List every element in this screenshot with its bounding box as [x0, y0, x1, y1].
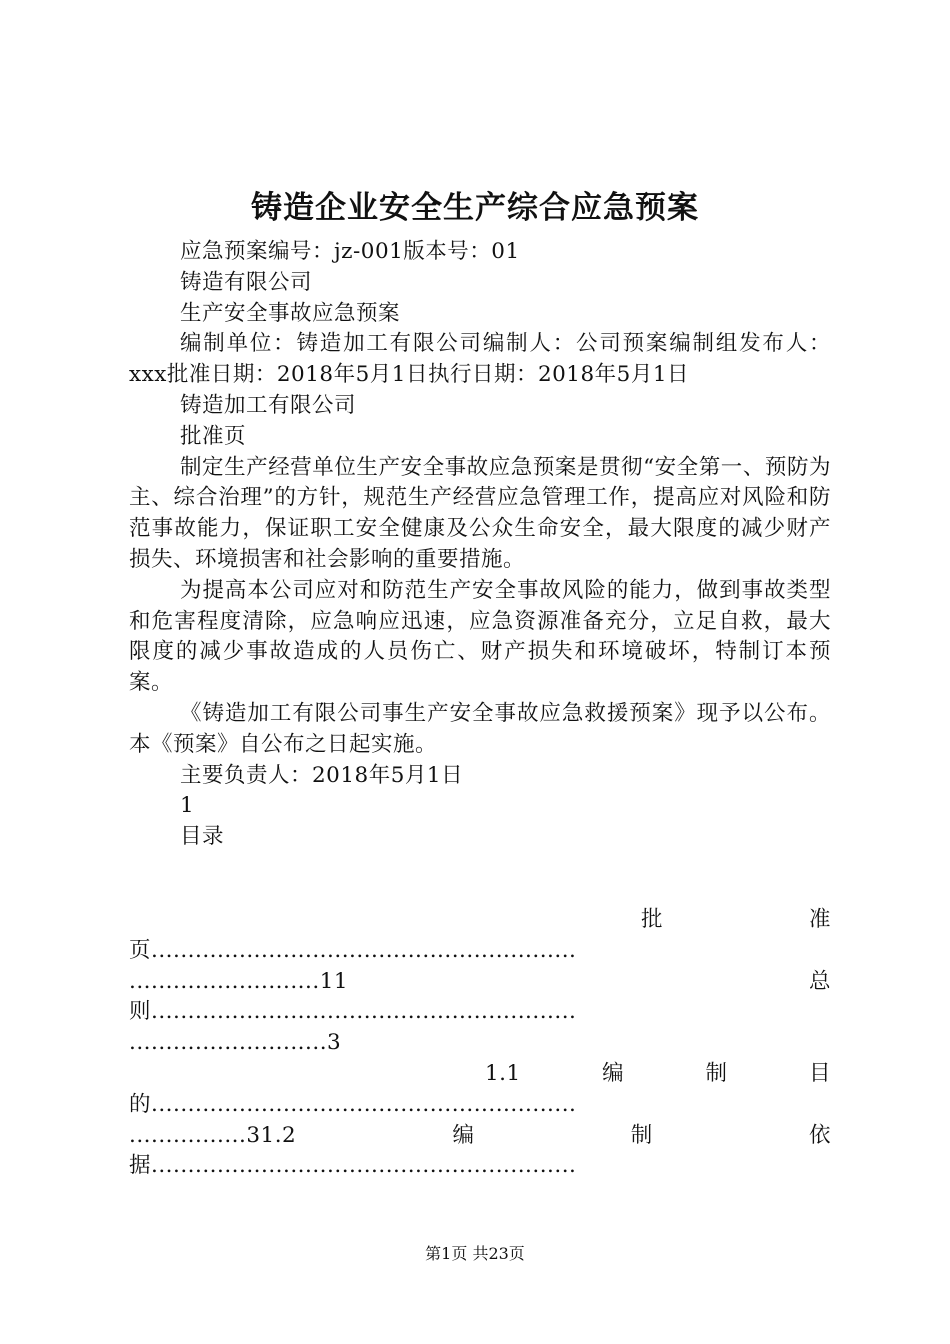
toc-line [129, 1028, 831, 1059]
plan-number: 应急预案编号：jz-001版本号：01 [180, 239, 520, 264]
page-footer: 第1页 共23页 [425, 1244, 525, 1263]
plan-subtitle: 生产安全事故应急预案 [180, 300, 401, 326]
page-number-inline: 1 [180, 793, 195, 819]
toc-text: ...........................3 [129, 1030, 342, 1056]
toc-line [129, 1059, 831, 1090]
toc-text: 页.......................................................... [129, 937, 577, 963]
document-title: 铸造企业安全生产综合应急预案 [251, 190, 699, 226]
toc-line [129, 1090, 831, 1121]
toc-text: 则.......................................................... [129, 999, 577, 1025]
toc-text: 1.1 [485, 1060, 521, 1086]
toc-text: 目 [808, 1060, 831, 1086]
paragraph-purpose: 制定生产经营单位生产安全事故应急预案是贯彻“安全第一、预防为主、综合治理”的方针，规范生产经营应急管理工作，提高应对风险和防范事故能力，保证职工安全健康及公众生命安全，最大限度的减少财产损失、环境损害和社会影响的重要措施。 [129, 454, 831, 572]
toc-text: 准 [808, 907, 831, 932]
toc-line [129, 1121, 831, 1152]
approval-page-heading: 批准页 [180, 423, 247, 449]
paragraph-announcement: 《铸造加工有限公司事生产安全事故应急救援预案》现予以公布。本《预案》自公布之日起实施。 [129, 700, 831, 757]
company-name: 铸造有限公司 [180, 269, 313, 295]
toc-text: 编 [602, 1060, 625, 1086]
compilation-info: 编制单位：铸造加工有限公司编制人：公司预案编制组发布人：xxx批准日期：2018年5月1日执行日期：2018年5月1日 [129, 331, 831, 388]
toc-text: 编 [452, 1122, 475, 1148]
company-name-2: 铸造加工有限公司 [180, 392, 357, 418]
toc-text: 据.......................................................... [129, 1153, 577, 1179]
table-of-contents [129, 905, 831, 1182]
toc-heading: 目录 [180, 824, 225, 850]
toc-line [129, 997, 831, 1028]
signatory-line: 主要负责人：2018年5月1日 [180, 762, 464, 788]
document-body [129, 237, 831, 853]
toc-text: 依 [808, 1122, 831, 1148]
paragraph-goal: 为提高本公司应对和防范生产安全事故风险的能力，做到事故类型和危害程度清除，应急响应迅速，应急资源准备充分，立足自救，最大限度的减少事故造成的人员伤亡、财产损失和环境破坏，特制订本预案。 [129, 577, 831, 696]
toc-text: 批 [640, 907, 663, 932]
toc-text: 制 [705, 1060, 728, 1086]
toc-text: 总 [808, 968, 831, 994]
toc-text: ................31.2 [129, 1122, 297, 1148]
toc-line [129, 967, 831, 998]
toc-text: 制 [630, 1122, 653, 1148]
toc-line [129, 1151, 831, 1182]
toc-line [129, 905, 831, 936]
toc-text: ..........................11 [129, 968, 349, 994]
toc-text: 的.......................................................... [129, 1091, 577, 1117]
toc-line [129, 936, 831, 967]
